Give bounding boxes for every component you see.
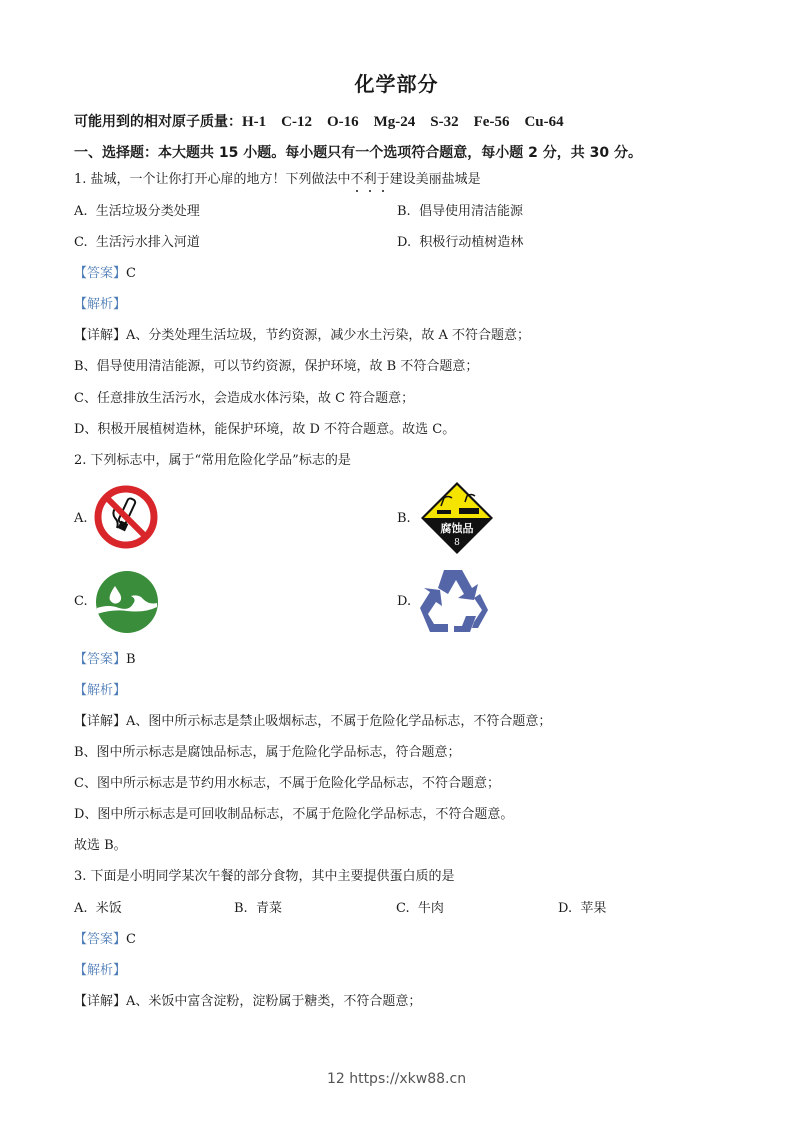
q1-detail-0: 【详解】A、分类处理生活垃圾，节约资源，减少水土污染，故 A 不符合题意；: [74, 328, 531, 343]
q2-conclusion: 故选 B。: [74, 838, 127, 853]
answer-tag: 【答案】: [74, 652, 127, 667]
q2-detail-0: 【详解】A、图中所示标志是禁止吸烟标志，不属于危险化学品标志，不符合题意；: [74, 714, 552, 729]
corrosive-hazard-icon: [419, 480, 495, 556]
answer-value: B: [126, 652, 136, 667]
recycle-icon: [418, 568, 490, 634]
corrosive-sign-text: 腐蚀品: [440, 522, 474, 535]
q3-option-d: D. 苹果: [558, 901, 607, 916]
atomic-masses-values: H-1 C-12 O-16 Mg-24 S-32 Fe-56 Cu-64: [242, 114, 564, 130]
q2-detail-2: C、图中所示标志是节约用水标志，不属于危险化学品标志，不符合题意；: [74, 776, 500, 791]
corrosive-sign-num: 8: [454, 538, 460, 548]
q2-option-a-label: A.: [74, 511, 88, 526]
q1-stem-emph: 利: [363, 172, 377, 187]
q3-answer: [74, 931, 136, 949]
answer-value: C: [126, 932, 136, 947]
atomic-masses: [74, 111, 564, 131]
q2-detail-3: D、图中所示标志是可回收制品标志，不属于危险化学品标志，不符合题意。: [74, 807, 514, 822]
q2-stem: 2. 下列标志中，属于“常用危险化学品”标志的是: [74, 453, 351, 468]
q1-detail-2: C、任意排放生活污水，会造成水体污染，故 C 符合题意；: [74, 391, 415, 406]
q1-option-d: D. 积极行动植树造林: [397, 235, 524, 250]
q3-analysis-tag: 【解析】: [74, 963, 127, 978]
q1-stem-emph: 于: [376, 172, 390, 187]
q3-option-a: A. 米饭: [74, 901, 122, 916]
q2-option-b-label: B.: [397, 511, 411, 526]
q1-option-a: A. 生活垃圾分类处理: [74, 204, 200, 219]
answer-tag: 【答案】: [74, 932, 127, 947]
page-title: 化学部分: [354, 72, 439, 96]
q3-stem: 3. 下面是小明同学某次午餐的部分食物，其中主要提供蛋白质的是: [74, 869, 455, 884]
q1-stem-pre: 1. 盐城，一个让你打开心扉的地方！下列做法中: [74, 172, 351, 187]
answer-value: C: [126, 266, 136, 281]
q1-option-b: B. 倡导使用清洁能源: [397, 204, 523, 219]
q1-detail-3: D、积极开展植树造林，能保护环境，故 D 不符合题意。故选 C。: [74, 422, 456, 437]
q3-detail-0: 【详解】A、米饭中富含淀粉，淀粉属于糖类，不符合题意；: [74, 994, 422, 1009]
q3-option-b: B. 青菜: [234, 901, 282, 916]
q2-detail-1: B、图中所示标志是腐蚀品标志，属于危险化学品标志，符合题意；: [74, 745, 461, 760]
q1-detail-1: B、倡导使用清洁能源，可以节约资源，保护环境，故 B 不符合题意；: [74, 359, 479, 374]
q3-option-c: C. 牛肉: [396, 901, 444, 916]
q1-option-c: C. 生活污水排入河道: [74, 235, 200, 250]
page-footer: 12 https://xkw88.cn: [326, 1071, 467, 1087]
q1-analysis-tag: 【解析】: [74, 297, 127, 312]
q2-option-d-label: D.: [397, 594, 412, 609]
q1-stem: [74, 171, 481, 189]
no-smoking-icon: [93, 484, 159, 550]
q2-analysis-tag: 【解析】: [74, 683, 127, 698]
q2-answer: [74, 651, 136, 669]
section-header: 一、选择题：本大题共 15 小题。每小题只有一个选项符合题意，每小题 2 分，共 30 分。: [74, 145, 642, 161]
q1-answer: [74, 265, 136, 283]
water-saving-icon: [95, 570, 159, 634]
q1-stem-post: 建设美丽盐城是: [389, 172, 481, 187]
q2-option-c-label: C.: [74, 594, 88, 609]
answer-tag: 【答案】: [74, 266, 127, 281]
q1-stem-emph: 不: [350, 172, 364, 187]
atomic-masses-label: 可能用到的相对原子质量：: [74, 114, 242, 130]
